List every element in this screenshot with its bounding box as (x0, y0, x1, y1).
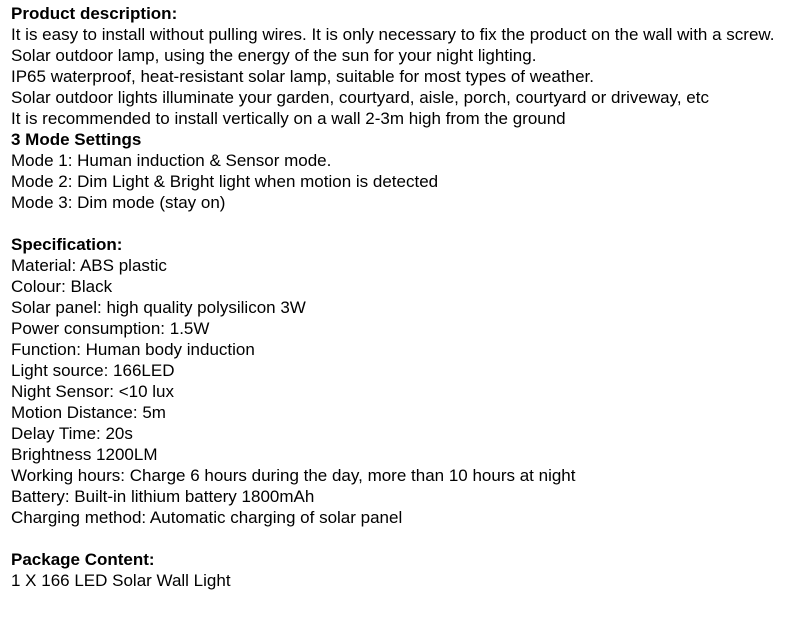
spec-line: Working hours: Charge 6 hours during the day, more than 10 hours at night (11, 466, 576, 485)
package-line: 1 X 166 LED Solar Wall Light (11, 571, 231, 590)
spec-line: Night Sensor: <10 lux (11, 382, 175, 401)
spec-line: Charging method: Automatic charging of solar panel (11, 508, 403, 527)
spec-line: Brightness 1200LM (11, 445, 158, 464)
description-line: IP65 waterproof, heat-resistant solar lamp, suitable for most types of weather. (11, 67, 595, 86)
spec-line: Light source: 166LED (11, 361, 175, 380)
spacer (11, 528, 783, 549)
description-line: It is recommended to install vertically on a wall 2-3m high from the ground (11, 109, 566, 128)
spec-line: Power consumption: 1.5W (11, 319, 210, 338)
description-line: It is easy to install without pulling wires. It is only necessary to fix the product on the wall with a screw. (11, 25, 775, 44)
spec-line: Battery: Built-in lithium battery 1800mAh (11, 487, 315, 506)
specification-heading: Specification: (11, 235, 123, 254)
description-line: Solar outdoor lights illuminate your garden, courtyard, aisle, porch, courtyard or driveway, etc (11, 88, 709, 107)
spec-line: Colour: Black (11, 277, 113, 296)
spec-line: Function: Human body induction (11, 340, 255, 359)
mode-line: Mode 1: Human induction & Sensor mode. (11, 151, 332, 170)
mode-line: Mode 2: Dim Light & Bright light when motion is detected (11, 172, 439, 191)
spec-line: Motion Distance: 5m (11, 403, 166, 422)
spec-line: Delay Time: 20s (11, 424, 133, 443)
spacer (11, 213, 783, 234)
product-description-heading: Product description: (11, 4, 178, 23)
package-content-heading: Package Content: (11, 550, 155, 569)
mode-line: Mode 3: Dim mode (stay on) (11, 193, 226, 212)
spec-line: Solar panel: high quality polysilicon 3W (11, 298, 306, 317)
spec-line: Material: ABS plastic (11, 256, 167, 275)
description-line: Solar outdoor lamp, using the energy of the sun for your night lighting. (11, 46, 537, 65)
mode-settings-heading: 3 Mode Settings (11, 130, 142, 149)
